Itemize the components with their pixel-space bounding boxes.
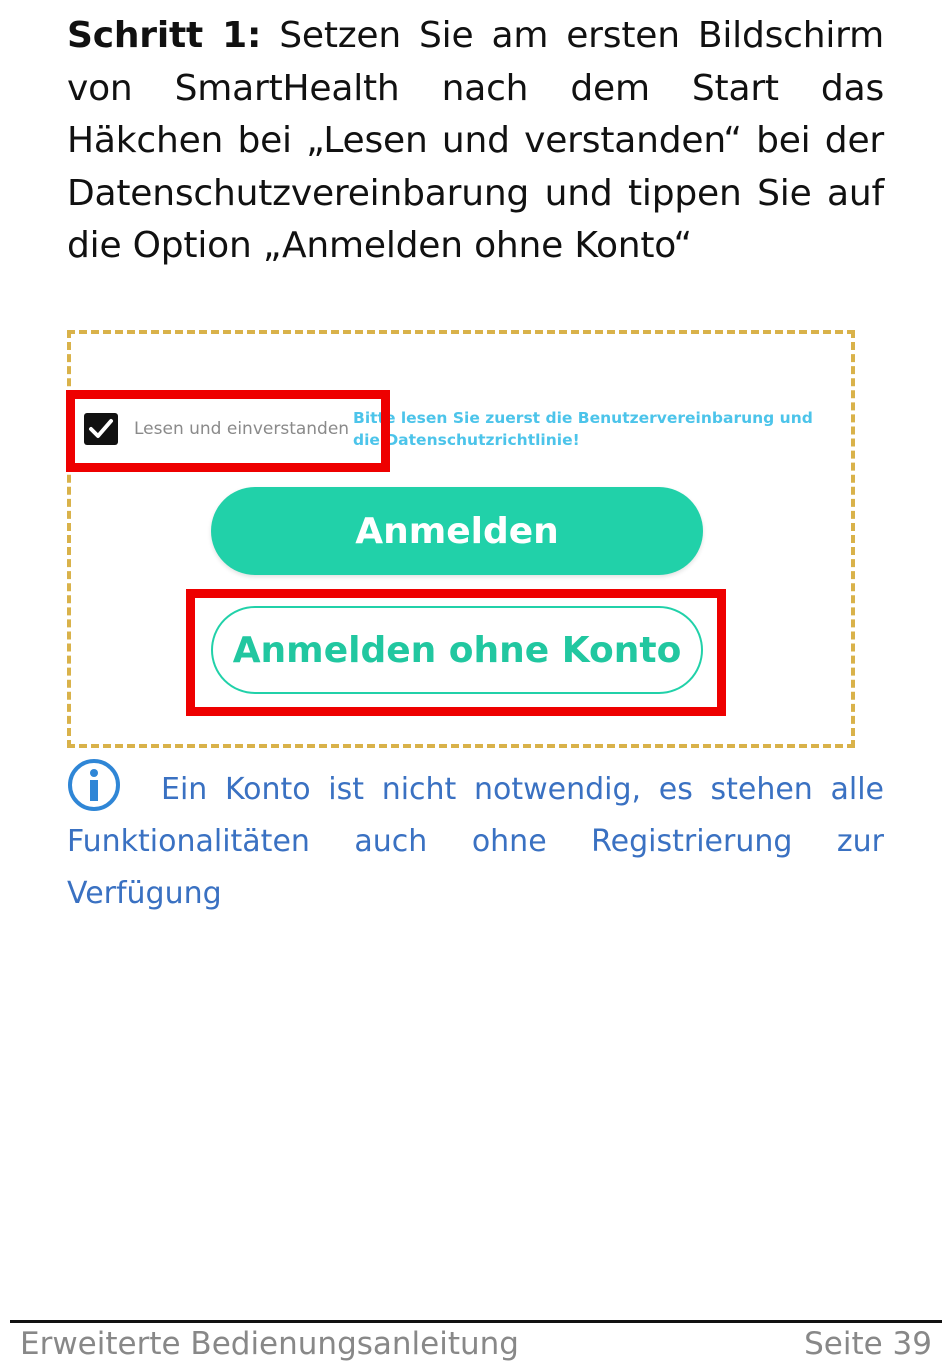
info-icon	[67, 758, 121, 812]
footer-divider	[10, 1320, 942, 1323]
consent-hint: Bitte lesen Sie zuerst die Benutzervereinbarung und die Datenschutzrichtlinie!	[353, 409, 813, 449]
login-without-account-button[interactable]: Anmelden ohne Konto	[211, 606, 703, 694]
info-note-text: Ein Konto ist nicht notwendig, es stehen alle Funktionalitäten auch ohne Registrierung zur Verfügung	[67, 772, 884, 911]
consent-label: Lesen und einverstanden	[134, 419, 350, 439]
step-text: Setzen Sie am ersten Bildschirm von SmartHealth nach dem Start das Häkchen bei „Lesen und verstanden“ bei der Datenschutzvereinbarung und tippen Sie auf die Option „Anmelden ohne Konto“	[67, 15, 884, 266]
step-label: Schritt 1:	[67, 15, 262, 56]
highlight-box-login-without-account	[186, 589, 726, 716]
info-note	[67, 758, 884, 920]
highlight-box-checkbox	[66, 390, 390, 472]
step-instruction	[67, 10, 884, 273]
footer-page-number: Seite 39	[804, 1326, 932, 1362]
footer-document-title: Erweiterte Bedienungsanleitung	[20, 1326, 519, 1362]
login-button[interactable]: Anmelden	[211, 487, 703, 575]
